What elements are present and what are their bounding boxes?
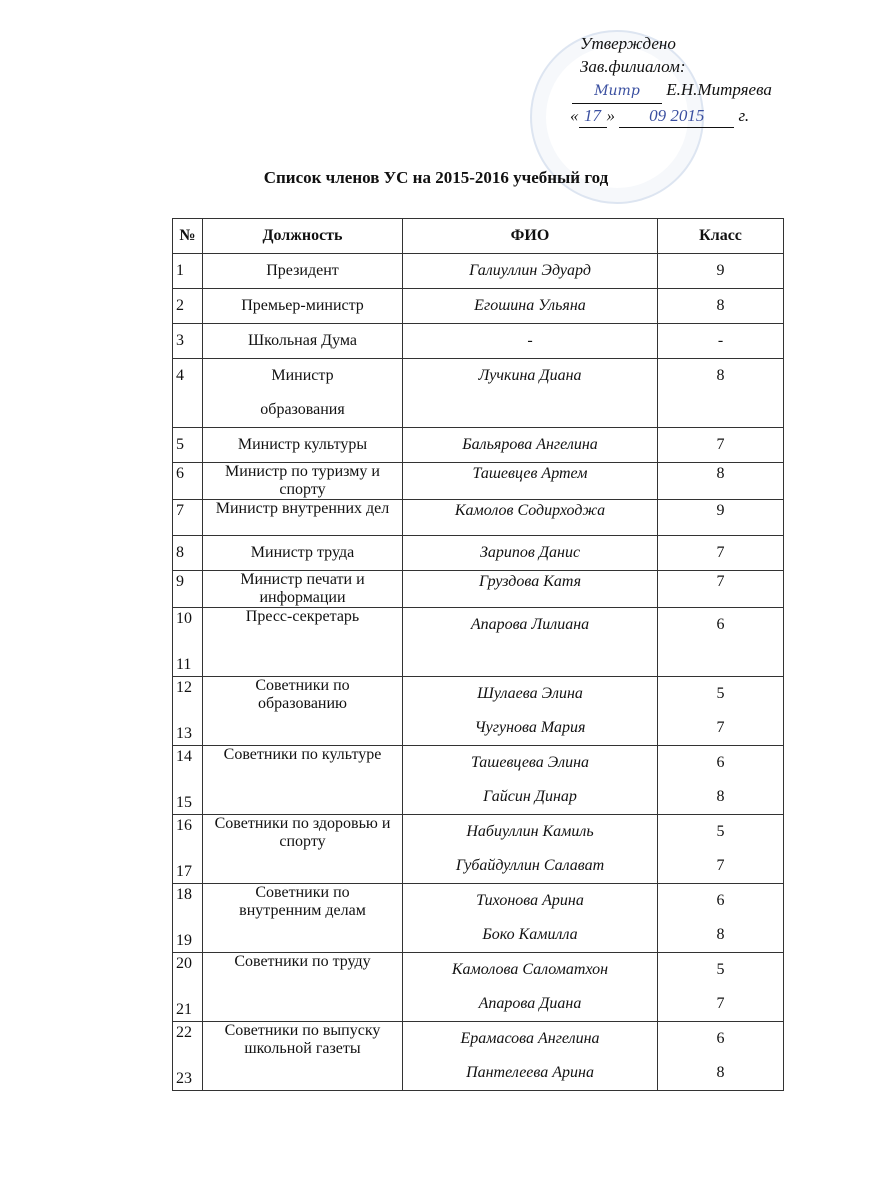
table-row: [173, 428, 784, 463]
row-number: 14: [176, 748, 192, 765]
position-text: Советники по внутренним делам: [239, 884, 366, 919]
member-name: Губайдуллин Салават: [455, 857, 605, 874]
class-cell: [658, 1022, 784, 1091]
approval-block: [570, 32, 772, 128]
row-number: 21: [176, 1001, 192, 1018]
row-number-cell: [173, 571, 203, 608]
member-name: Набиуллин Камиль: [466, 823, 594, 840]
class-cell: [658, 428, 784, 463]
position-text: Советники по образованию: [255, 677, 350, 712]
row-number: 22: [176, 1024, 192, 1041]
member-name: Груздова Катя: [478, 573, 582, 590]
class-cell: [658, 884, 784, 953]
position-text: Президент: [266, 262, 339, 279]
row-number: 7: [176, 502, 184, 519]
row-number: 2: [176, 297, 184, 314]
member-name: Пантелеева Арина: [466, 1064, 594, 1081]
class-value: 7: [716, 436, 725, 453]
class-value: 8: [716, 465, 725, 482]
position-text: Советники по культуре: [223, 746, 382, 763]
row-number: 18: [176, 886, 192, 903]
row-number: 13: [176, 725, 192, 742]
table-row: [173, 571, 784, 608]
member-name: Чугунова Мария: [474, 719, 586, 736]
member-name: Гайсин Динар: [483, 788, 577, 805]
table-row: [173, 254, 784, 289]
table-row: [173, 884, 784, 953]
row-number-cell: [173, 254, 203, 289]
position-text: Советники по труду: [234, 953, 371, 970]
class-value: 8: [716, 297, 725, 314]
member-name: Апарова Диана: [478, 995, 582, 1012]
position-text: Министр печати и информации: [240, 571, 365, 606]
class-value: 6: [716, 754, 725, 771]
class-value: 7: [716, 857, 725, 874]
date-quote-close: »: [606, 106, 615, 125]
member-name: Шулаева Элина: [477, 685, 583, 702]
row-number: 4: [176, 367, 184, 384]
class-value: 6: [716, 616, 725, 633]
name-cell: [403, 884, 658, 953]
position-cell: [203, 536, 403, 571]
class-value: 5: [716, 961, 725, 978]
header-number: №: [173, 219, 203, 254]
row-number: 15: [176, 794, 192, 811]
row-number: 11: [176, 656, 192, 673]
table-row: [173, 953, 784, 1022]
name-cell: [403, 289, 658, 324]
row-number-cell: [173, 677, 203, 746]
name-cell: [403, 746, 658, 815]
header-name: ФИО: [403, 219, 658, 254]
position-cell: [203, 428, 403, 463]
position-cell: [203, 289, 403, 324]
position-cell: [203, 254, 403, 289]
member-name: Ташевцев Артем: [472, 465, 588, 482]
row-number-cell: [173, 500, 203, 536]
row-number-cell: [173, 884, 203, 953]
row-number-cell: [173, 536, 203, 571]
row-number: 23: [176, 1070, 192, 1087]
position-cell: [203, 359, 403, 428]
row-number: 12: [176, 679, 192, 696]
position-text: Советники по выпуску школьной газеты: [224, 1022, 381, 1057]
class-cell: [658, 289, 784, 324]
name-cell: [403, 428, 658, 463]
position-cell: [203, 884, 403, 953]
position-cell: [203, 815, 403, 884]
table-row: [173, 289, 784, 324]
date-suffix: г.: [738, 106, 750, 125]
name-cell: [403, 359, 658, 428]
class-cell: [658, 571, 784, 608]
position-text: Министр по туризму и спорту: [225, 463, 380, 498]
row-number-cell: [173, 324, 203, 359]
class-value: 6: [716, 892, 725, 909]
position-cell: [203, 953, 403, 1022]
name-cell: [403, 254, 658, 289]
date-day: 17: [579, 104, 607, 128]
row-number: 9: [176, 573, 184, 590]
signature: Митр: [572, 80, 662, 104]
position-text: Пресс-секретарь: [245, 608, 360, 625]
class-value: 8: [716, 788, 725, 805]
position-cell: [203, 324, 403, 359]
row-number: 16: [176, 817, 192, 834]
class-cell: [658, 746, 784, 815]
name-cell: [403, 500, 658, 536]
class-cell: [658, 677, 784, 746]
class-value: 9: [716, 262, 725, 279]
name-cell: [403, 324, 658, 359]
position-text: Школьная Дума: [247, 332, 357, 349]
member-name: Лучкина Диана: [478, 367, 582, 384]
class-value: -: [717, 332, 724, 349]
member-name: Тихонова Арина: [476, 892, 584, 909]
table-row: [173, 500, 784, 536]
class-cell: [658, 815, 784, 884]
signer-name: Е.Н.Митряева: [666, 80, 772, 99]
row-number: 17: [176, 863, 192, 880]
class-cell: [658, 500, 784, 536]
class-cell: [658, 254, 784, 289]
table-row: [173, 746, 784, 815]
table-row: [173, 677, 784, 746]
class-value: 7: [716, 719, 725, 736]
class-value: 7: [716, 573, 725, 590]
member-name: Боко Камилла: [482, 926, 578, 943]
table-row: [173, 815, 784, 884]
name-cell: [403, 1022, 658, 1091]
position-text: Министр труда: [250, 544, 355, 561]
row-number-cell: [173, 746, 203, 815]
row-number: 10: [176, 610, 192, 627]
class-cell: [658, 359, 784, 428]
position-cell: [203, 500, 403, 536]
table-row: [173, 536, 784, 571]
name-cell: [403, 571, 658, 608]
document-title: Список членов УС на 2015-2016 учебный год: [263, 168, 609, 187]
table-row: [173, 359, 784, 428]
row-number-cell: [173, 815, 203, 884]
name-cell: [403, 815, 658, 884]
name-cell: [403, 953, 658, 1022]
class-cell: [658, 463, 784, 500]
class-value: 8: [716, 367, 725, 384]
table-row: [173, 324, 784, 359]
class-cell: [658, 324, 784, 359]
member-name: Камолов Содирходжа: [454, 502, 606, 519]
approval-role: Зав.филиалом:: [580, 57, 686, 76]
name-cell: [403, 608, 658, 677]
class-cell: [658, 608, 784, 677]
class-value: 9: [716, 502, 725, 519]
class-value: 8: [716, 1064, 725, 1081]
position-cell: [203, 571, 403, 608]
row-number: 20: [176, 955, 192, 972]
member-name: Ерамасова Ангелина: [460, 1030, 600, 1047]
member-name: Камолова Саломатхон: [451, 961, 609, 978]
member-name: Бальярова Ангелина: [462, 436, 598, 453]
member-name: Галиуллин Эдуард: [469, 262, 591, 279]
class-cell: [658, 536, 784, 571]
date-quote-open: «: [570, 106, 579, 125]
row-number: 6: [176, 465, 184, 482]
row-number-cell: [173, 428, 203, 463]
position-cell: [203, 746, 403, 815]
member-name: Егошина Ульяна: [474, 297, 586, 314]
class-value: 7: [716, 995, 725, 1012]
class-value: 8: [716, 926, 725, 943]
members-table: [172, 218, 784, 1091]
table-row: [173, 608, 784, 677]
member-name: Зарипов Данис: [479, 544, 581, 561]
class-value: 6: [716, 1030, 725, 1047]
row-number: 19: [176, 932, 192, 949]
position-text: Премьер-министр: [241, 297, 364, 314]
position-text: Министр внутренних дел: [215, 500, 390, 517]
member-name: -: [527, 332, 533, 349]
header-class: Класс: [658, 219, 784, 254]
row-number-cell: [173, 953, 203, 1022]
member-name: Апарова Лилиана: [470, 616, 590, 633]
position-text: Министр образования: [260, 367, 345, 418]
row-number: 3: [176, 332, 184, 349]
row-number: 5: [176, 436, 184, 453]
row-number: 1: [176, 262, 184, 279]
date-month-year: 09 2015: [619, 104, 734, 128]
row-number-cell: [173, 608, 203, 677]
name-cell: [403, 677, 658, 746]
position-text: Советники по здоровью и спорту: [214, 815, 391, 850]
table-row: [173, 463, 784, 500]
approval-heading: Утверждено: [580, 34, 676, 53]
row-number-cell: [173, 1022, 203, 1091]
member-name: Ташевцева Элина: [470, 754, 590, 771]
row-number: 8: [176, 544, 184, 561]
class-value: 7: [716, 544, 725, 561]
header-position: Должность: [203, 219, 403, 254]
row-number-cell: [173, 359, 203, 428]
position-cell: [203, 608, 403, 677]
table-row: [173, 1022, 784, 1091]
row-number-cell: [173, 289, 203, 324]
position-cell: [203, 677, 403, 746]
name-cell: [403, 463, 658, 500]
row-number-cell: [173, 463, 203, 500]
name-cell: [403, 536, 658, 571]
position-text: Министр культуры: [237, 436, 368, 453]
class-value: 5: [716, 685, 725, 702]
class-cell: [658, 953, 784, 1022]
position-cell: [203, 463, 403, 500]
position-cell: [203, 1022, 403, 1091]
class-value: 5: [716, 823, 725, 840]
